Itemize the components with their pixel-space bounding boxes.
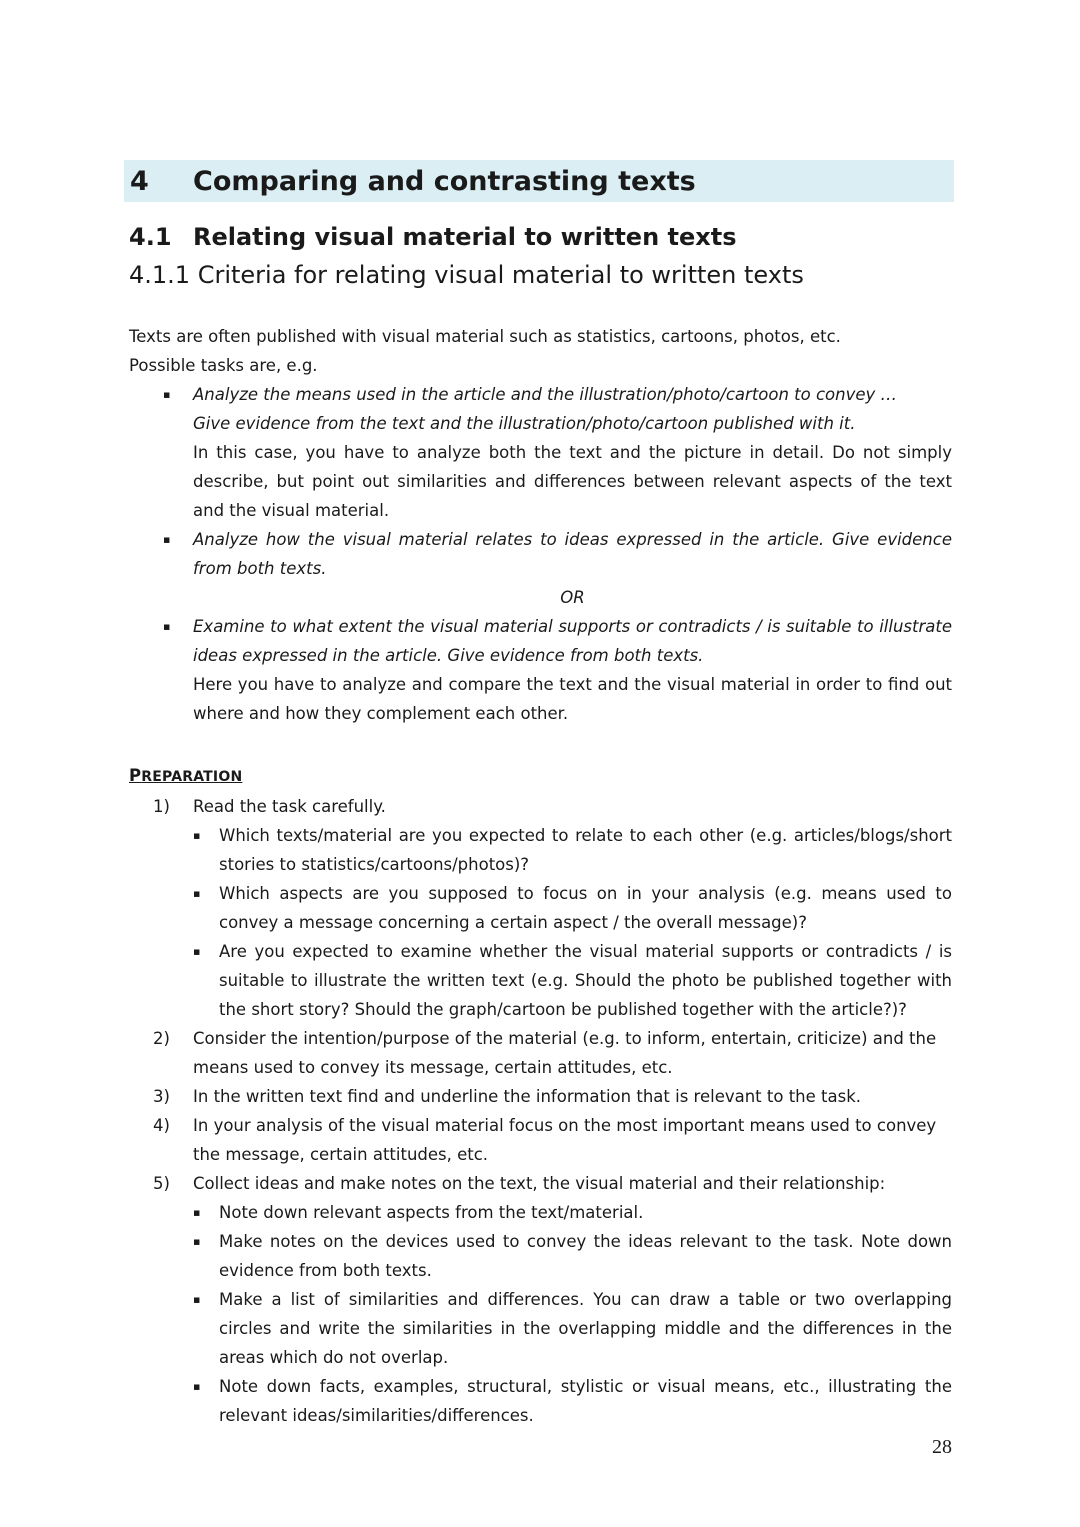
subsection-title: 4.1.1 Criteria for relating visual material to written texts	[129, 261, 804, 289]
task-list	[129, 380, 952, 583]
step-subitems	[193, 1198, 952, 1430]
step-number: 5)	[153, 1174, 170, 1193]
step-number: 4)	[153, 1116, 170, 1135]
step-text: In the written text find and underline the information that is relevant to the task.	[193, 1087, 862, 1106]
task-item	[129, 380, 952, 525]
step-subitems	[193, 821, 952, 1024]
task-text: Analyze how the visual material relates to ideas expressed in the article. Give evidence from both texts.	[193, 530, 952, 578]
step-text: In your analysis of the visual material focus on the most important means used to convey the message, certain attitudes, etc.	[193, 1116, 937, 1164]
square-bullet-icon: ▪	[193, 1380, 201, 1393]
task-text: Give evidence from the text and the illustration/photo/cartoon published with it.	[193, 414, 856, 433]
step-text: Consider the intention/purpose of the material (e.g. to inform, entertain, criticize) and the means used to convey its message, certain attitudes, etc.	[193, 1029, 937, 1077]
step-subitem: ▪ Note down facts, examples, structural, stylistic or visual means, etc., illustrating the relevant ideas/similarities/differences.	[193, 1372, 952, 1430]
preparation-step	[129, 1169, 952, 1430]
square-bullet-icon: ▪	[193, 1293, 201, 1306]
task-list	[129, 612, 952, 728]
preparation-heading-initial: P	[129, 766, 142, 785]
page-number: 28	[932, 1436, 952, 1458]
section-title: Relating visual material to written texts	[193, 223, 737, 251]
task-explanation: Here you have to analyze and compare the text and the visual material in order to find out where and how they complement each other.	[193, 675, 952, 723]
square-bullet-icon: ▪	[163, 620, 171, 633]
square-bullet-icon: ▪	[193, 887, 201, 900]
step-text: Collect ideas and make notes on the text, the visual material and their relationship:	[193, 1174, 886, 1193]
square-bullet-icon: ▪	[193, 1235, 201, 1248]
step-subitem: ▪ Make a list of similarities and differences. You can draw a table or two overlapping circles and write the similarities in the overlapping middle and the differences in the areas which do not overlap.	[193, 1285, 952, 1372]
intro-line: Texts are often published with visual material such as statistics, cartoons, photos, etc.	[129, 327, 841, 346]
step-number: 2)	[153, 1029, 170, 1048]
step-subitem: ▪ Which aspects are you supposed to focus on in your analysis (e.g. means used to convey a message concerning a certain aspect / the overall message)?	[193, 879, 952, 937]
step-subitem: ▪ Note down relevant aspects from the text/material.	[193, 1198, 952, 1227]
step-subitem: ▪ Make notes on the devices used to convey the ideas relevant to the task. Note down evidence from both texts.	[193, 1227, 952, 1285]
preparation-step	[129, 1082, 952, 1111]
or-separator: OR	[560, 588, 585, 607]
chapter-number: 4	[130, 166, 149, 197]
square-bullet-icon: ▪	[193, 829, 201, 842]
chapter-title: Comparing and contrasting texts	[193, 166, 696, 197]
task-text: Examine to what extent the visual material supports or contradicts / is suitable to illustrate ideas expressed in the article. Give evidence from both texts.	[193, 617, 952, 665]
preparation-step	[129, 1111, 952, 1169]
task-item	[129, 612, 952, 728]
task-explanation: In this case, you have to analyze both the text and the picture in detail. Do not simply describe, but point out similarities and differences between relevant aspects of the text and the visual material.	[193, 443, 952, 520]
square-bullet-icon: ▪	[163, 388, 171, 401]
body-text	[129, 322, 952, 1430]
preparation-step	[129, 1024, 952, 1082]
preparation-heading	[129, 761, 242, 792]
square-bullet-icon: ▪	[193, 1206, 201, 1219]
step-subitem: ▪ Which texts/material are you expected to relate to each other (e.g. articles/blogs/short stories to statistics/cartoons/photos)?	[193, 821, 952, 879]
preparation-step	[129, 792, 952, 1024]
task-text: Analyze the means used in the article and the illustration/photo/cartoon to convey …	[193, 385, 898, 404]
chapter-heading	[124, 160, 954, 202]
intro-line: Possible tasks are, e.g.	[129, 356, 318, 375]
step-text: Read the task carefully.	[193, 797, 386, 816]
step-number: 1)	[153, 797, 170, 816]
step-number: 3)	[153, 1087, 170, 1106]
square-bullet-icon: ▪	[193, 945, 201, 958]
preparation-heading-rest: REPARATION	[141, 769, 243, 785]
step-subitem: ▪ Are you expected to examine whether the visual material supports or contradicts / is suitable to illustrate the written text (e.g. Should the photo be published together with the short story? Should the graph/cartoon be published together with the article?)?	[193, 937, 952, 1024]
preparation-steps	[129, 792, 952, 1430]
square-bullet-icon: ▪	[163, 533, 171, 546]
section-number: 4.1	[129, 223, 172, 251]
task-item	[129, 525, 952, 583]
